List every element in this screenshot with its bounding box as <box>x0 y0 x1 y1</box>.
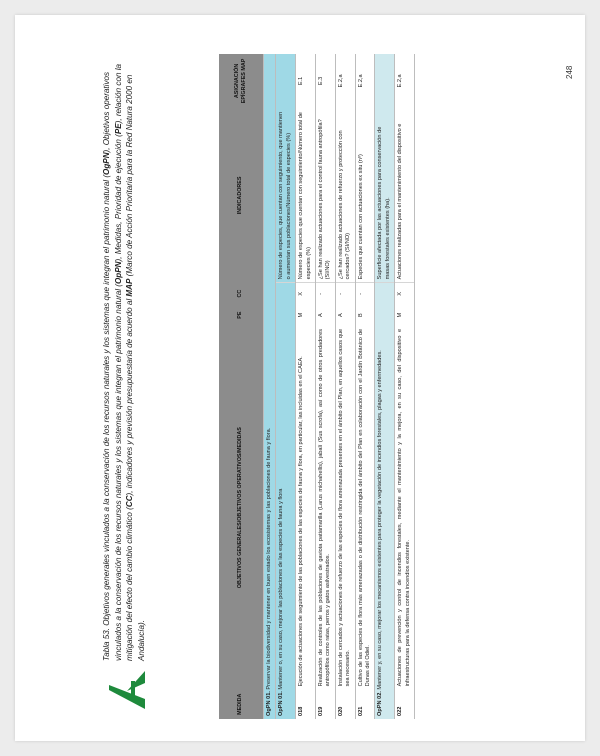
caption-bold-oppn: OpPN <box>113 261 123 284</box>
caption-text-6: (Marco de Acción Prioritaria para la Red Natura 2000 en Andalucía). <box>125 74 146 661</box>
measure-indicator: Especies que cuentan con actuaciones ex situ (nº) <box>355 108 375 283</box>
operative-objective-text: Mantener o, en su caso, mejorar las poblaciones de las especies de fauna y flora <box>278 488 285 692</box>
measure-indicator: ¿Se han realizado actuaciones para el control fauna antropófila? (SI/NO) <box>316 108 336 283</box>
junta-andalucia-logo-icon <box>107 667 147 713</box>
measure-asignacion: E.2,a <box>395 54 415 108</box>
general-objective-code: OgPN 01. <box>266 691 272 716</box>
table-row <box>335 54 355 719</box>
general-objective-cell <box>264 54 276 719</box>
measure-text: Actuaciones de prevención y control de incendios forestales, mediante el mantenimiento y la mejora, en su caso, del dispositivo e infraestructuras para la defensa contra incendios existente. <box>395 326 415 689</box>
measure-asignacion: E.2,a <box>355 54 375 108</box>
measure-text: Instalación de cercados y actuaciones de refuerzo de las especies de flora amenazada presentes en el ámbito del Plan, en aquellos casos que sea necesario. <box>335 326 355 689</box>
header-asignacion: ASIGNACIÓN EPÍGRAFES MAP <box>219 54 264 108</box>
measure-pe: A <box>335 304 355 326</box>
table-row <box>395 54 415 719</box>
measure-indicator: Actuaciones realizadas para el mantenimiento del dispositivo e <box>395 108 415 283</box>
operative-objective-indicator: Número de especies, que cuentan con seguimiento, que mantienen o aumentan sus poblaciones/Número total de especies (%) <box>276 108 296 283</box>
measure-pe: M <box>296 304 316 326</box>
caption-text-3: ), Medidas, Prioridad de ejecución ( <box>113 134 123 262</box>
measure-asignacion: E.2,a <box>335 54 355 108</box>
objectives-table <box>219 54 415 719</box>
measure-id: 018 <box>296 689 316 719</box>
table-label: Tabla 53. <box>102 627 111 661</box>
measure-id: 021 <box>355 689 375 719</box>
page-number: 248 <box>565 65 574 79</box>
general-objective-text: Preservar la biodiversidad y mantener en buen estado los ecosistemas y las poblaciones de fauna y flora. <box>266 427 272 692</box>
table-header-row <box>219 54 264 719</box>
measure-id: 019 <box>316 689 336 719</box>
measure-id: 022 <box>395 689 415 719</box>
table-row <box>355 54 375 719</box>
caption-bold-map: MAP <box>125 278 135 297</box>
measure-asignacion: E.1 <box>296 54 316 108</box>
operative-objective-asignacion <box>276 54 296 108</box>
measure-cc: X <box>296 283 316 305</box>
measure-pe: A <box>316 304 336 326</box>
caption-bold-cc: CC <box>125 495 135 508</box>
measure-cc: - <box>335 283 355 305</box>
caption-text-1: Objetivos generales vinculados a la conservación de los recursos naturales y los sistemas que integran el patrimonio natural ( <box>102 174 111 628</box>
measure-text: Ejecución de actuaciones de seguimiento de las poblaciones de las especies de fauna y flora, en particular, las incluidas en el CAEA. <box>296 326 316 689</box>
table-row <box>316 54 336 719</box>
measure-indicator: Número de especies que cuentan con seguimiento/Número total de especies (%) <box>296 108 316 283</box>
operative-objective-2-indicator: Superficie afectada por las actuaciones para conservación de masas forestales existentes (ha). <box>375 108 395 283</box>
measure-pe: B <box>355 304 375 326</box>
measure-text: Realización de controles de las poblaciones de gaviota patiamarilla (Larus michahellis), jabalí (Sus scrofa), así como de otros predadores antropófilos como ratas, perros y gatos asilvestrados. <box>316 326 336 689</box>
operative-objective-code: OpPN 01. <box>278 691 285 716</box>
operative-objective-2-asignacion <box>375 54 395 108</box>
table-caption <box>101 61 147 661</box>
measure-pe: M <box>395 304 415 326</box>
operative-objective-cell <box>276 283 296 719</box>
operative-objective-row-2 <box>375 54 395 719</box>
operative-objective-row <box>276 54 296 719</box>
operative-objective-2-code: OpPN 02. <box>377 691 384 716</box>
operative-objective-2-text: Mantener y, en su caso, mejorar los mecanismos existentes para proteger la vegetación de incendios forestales, plagas y enfermedades. <box>377 350 384 692</box>
measure-cc: - <box>355 283 375 305</box>
document-page <box>15 15 585 741</box>
header-objetivos: OBJETIVOS GENERALES/OBJETIVOS OPERATIVOS/MEDIDAS <box>219 326 264 689</box>
operative-objective-2-cell <box>375 283 395 719</box>
general-objective-row <box>264 54 276 719</box>
measure-cc: X <box>395 283 415 305</box>
measure-text: Cultivo de las especies de flora más amenazadas o de distribución restringida del ámbito del Plan en colaboración con el Jardín Botánico de Dunas del Odiel. <box>355 326 375 689</box>
caption-text-4: ), relación con la mitigación del efecto del cambio climático ( <box>113 63 135 661</box>
header-cc: CC <box>219 283 264 305</box>
header-indicadores: INDICADORES <box>219 108 264 283</box>
table-row <box>296 54 316 719</box>
caption-text-2: ), Objetivos operativos vinculados a la conservación de los recursos naturales y los sistemas que integran el patrimonio natural ( <box>102 71 123 661</box>
caption-bold-pe: PE <box>113 123 123 135</box>
landscape-content <box>15 15 585 741</box>
measure-cc: - <box>316 283 336 305</box>
measure-id: 020 <box>335 689 355 719</box>
caption-text-5: ), indicadores y previsión presupuestaria de acuerdo al <box>125 296 135 496</box>
header-pe: PE <box>219 304 264 326</box>
measure-asignacion: E.3 <box>316 54 336 108</box>
measure-indicator: ¿Se han realizado actuaciones de refuerzo y protección con cercados? (SI/NO) <box>335 108 355 283</box>
header-medida: MEDIDA <box>219 689 264 719</box>
caption-bold-ogpn: OgPN <box>102 152 111 175</box>
